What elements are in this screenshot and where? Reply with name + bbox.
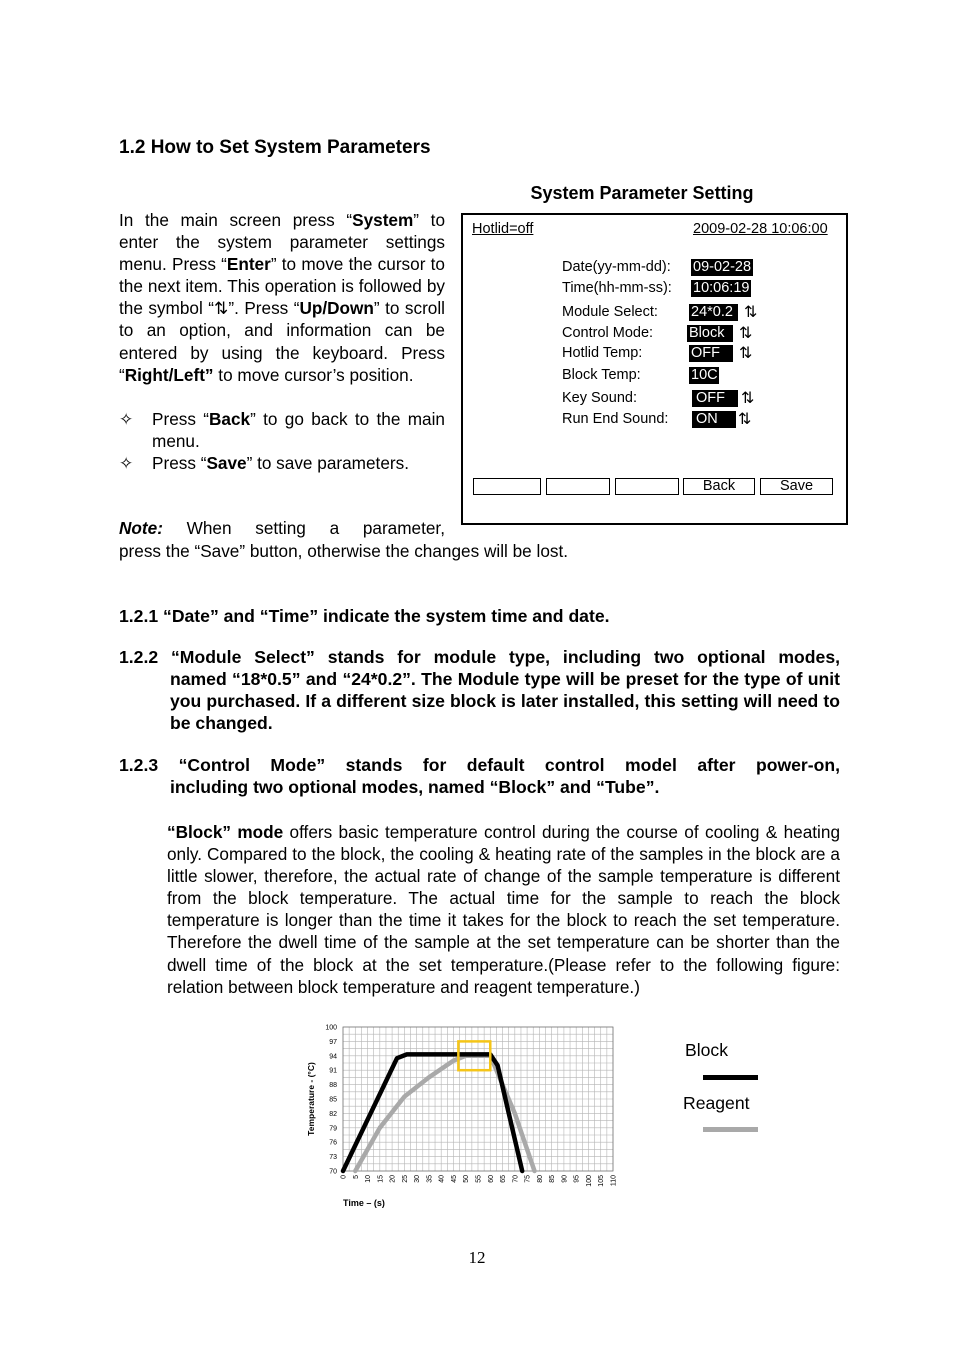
y-tick-label: 85	[329, 1096, 337, 1104]
x-tick-label: 40	[438, 1175, 446, 1183]
x-tick-label: 5	[352, 1175, 360, 1179]
instruction-list	[119, 408, 445, 474]
block-temp-label: Block Temp:	[562, 367, 641, 383]
legend-reagent-swatch	[703, 1127, 758, 1132]
y-tick-label: 82	[329, 1110, 337, 1118]
function-key-1[interactable]	[473, 478, 541, 495]
key-sound-label: Key Sound:	[562, 390, 637, 406]
date-label: Date(yy-mm-dd):	[562, 259, 671, 275]
x-tick-label: 10	[365, 1175, 373, 1183]
x-tick-label: 110	[610, 1175, 618, 1187]
x-tick-label: 85	[549, 1175, 557, 1183]
system-keyword: System	[352, 210, 414, 230]
section-1-2-2-heading: 1.2.2 “Module Select” stands for module type, including two optional modes,	[119, 647, 840, 667]
x-tick-label: 45	[450, 1175, 458, 1183]
y-tick-label: 88	[329, 1082, 337, 1090]
back-button[interactable]: Back	[683, 478, 755, 495]
note-line-1: Note: When setting a parameter,	[119, 518, 445, 538]
intro-paragraph: In the main screen press “System” to enter the system parameter settings menu. Press “Enter” to move the cursor to the next item. This operation is followed by the symbol “⇅”. Press “Up/Down” to scroll to an option, and information can be entered by using the keyboard. Press “Right/Left” to move cursor’s position.	[119, 210, 446, 385]
updown-arrows-icon: ⇅	[739, 325, 753, 342]
module-select-label: Module Select:	[562, 304, 658, 320]
x-tick-label: 50	[463, 1175, 471, 1183]
control-mode-label: Control Mode:	[562, 325, 654, 341]
date-value[interactable]: 09-02-28	[693, 259, 752, 275]
x-tick-label: 65	[500, 1175, 508, 1183]
time-value[interactable]: 10:06:19	[693, 280, 750, 296]
x-tick-label: 75	[524, 1175, 532, 1183]
legend-block-label: Block	[685, 1040, 729, 1060]
module-select-value[interactable]: 24*0.2	[689, 304, 738, 321]
y-tick-label: 70	[329, 1168, 337, 1176]
y-axis-label: Temperature - (°C)	[306, 1062, 316, 1136]
y-tick-label: 73	[329, 1154, 337, 1162]
list-item: ✧ Press “Back” to go back to the main menu.	[119, 409, 445, 452]
x-tick-label: 60	[487, 1175, 495, 1183]
time-label: Time(hh-mm-ss):	[562, 280, 672, 296]
x-tick-label: 20	[389, 1175, 397, 1183]
hotlid-temp-label: Hotlid Temp:	[562, 345, 643, 361]
hotlid-status: Hotlid=off	[472, 221, 534, 237]
x-tick-label: 70	[512, 1175, 520, 1183]
run-end-sound-label: Run End Sound:	[562, 411, 669, 427]
x-tick-label: 95	[573, 1175, 581, 1183]
section-1-2-3-body: including two optional modes, named “Block” and “Tube”.	[170, 777, 660, 797]
x-tick-label: 15	[377, 1175, 385, 1183]
key-sound-value[interactable]: OFF	[692, 390, 738, 407]
updown-arrows-icon: ⇅	[739, 345, 753, 362]
updown-arrows-icon: ⇅	[741, 390, 755, 407]
x-tick-label: 90	[561, 1175, 569, 1183]
save-button[interactable]: Save	[760, 478, 833, 495]
x-tick-label: 30	[414, 1175, 422, 1183]
section-1-2-3-heading: 1.2.3 “Control Mode” stands for default control model after power-on,	[119, 755, 840, 775]
x-tick-label: 35	[426, 1175, 434, 1183]
list-item: ✧ Press “Save” to save parameters.	[119, 453, 409, 474]
y-tick-label: 97	[329, 1038, 337, 1046]
x-tick-label: 105	[598, 1175, 606, 1187]
section-heading: 1.2 How to Set System Parameters	[119, 137, 431, 158]
section-1-2-1: 1.2.1 “Date” and “Time” indicate the system time and date.	[119, 606, 610, 626]
star-bullet-icon: ✧	[119, 409, 134, 429]
x-tick-label: 80	[536, 1175, 544, 1183]
hotlid-temp-value[interactable]: OFF	[689, 345, 733, 362]
legend-block-swatch	[703, 1075, 758, 1080]
block-temp-value[interactable]: 10C	[691, 367, 718, 383]
function-key-3[interactable]	[615, 478, 679, 495]
x-axis-label: Time – (s)	[343, 1198, 385, 1208]
y-tick-label: 76	[329, 1139, 337, 1147]
figure-caption: System Parameter Setting	[530, 183, 754, 203]
x-tick-label: 25	[401, 1175, 409, 1183]
run-end-sound-value[interactable]: ON	[692, 411, 736, 428]
function-key-2[interactable]	[546, 478, 610, 495]
y-tick-label: 79	[329, 1125, 337, 1133]
star-bullet-icon: ✧	[119, 453, 134, 474]
y-tick-label: 94	[329, 1053, 337, 1061]
x-tick-label: 0	[340, 1175, 348, 1179]
updown-keyword: Up/Down	[299, 298, 374, 319]
control-mode-value[interactable]: Block	[687, 325, 733, 342]
enter-keyword: Enter	[226, 254, 271, 275]
section-1-2-2-body: named “18*0.5” and “24*0.2”. The Module type will be preset for the type of unit you purchased. If a different size block is later installed, this setting will need to be changed.	[170, 669, 840, 733]
note-line-2: press the “Save” button, otherwise the changes will be lost.	[119, 541, 569, 561]
page-number: 12	[468, 1248, 486, 1267]
screen-datetime: 2009-02-28 10:06:00	[693, 221, 828, 237]
temperature-chart	[298, 1018, 628, 1208]
updown-arrows-icon: ⇅	[738, 411, 752, 428]
rightleft-keyword: Right/Left”	[124, 364, 214, 385]
y-tick-label: 91	[329, 1067, 337, 1075]
updown-arrows-icon: ⇅	[744, 304, 758, 321]
legend-reagent-label: Reagent	[683, 1093, 750, 1113]
block-mode-paragraph: “Block” mode offers basic temperature control during the course of cooling & heating only. Compared to the block, the cooling & heating rate of the samples in the block are a little slower, therefore, the actual rate of change of the sample temperature is different from the block temperature. The actual time for the sample to reach the block temperature is longer than the time it takes for the block to reach the set temperature. Therefore the dwell time of the sample at the set temperature can be shorter than the dwell time of the block at the set temperature.(Please refer to the following figure: relation between block temperature and reagent temperature.)	[167, 822, 840, 997]
x-tick-label: 55	[475, 1175, 483, 1183]
y-tick-label: 100	[325, 1024, 337, 1032]
x-tick-label: 100	[585, 1175, 593, 1187]
